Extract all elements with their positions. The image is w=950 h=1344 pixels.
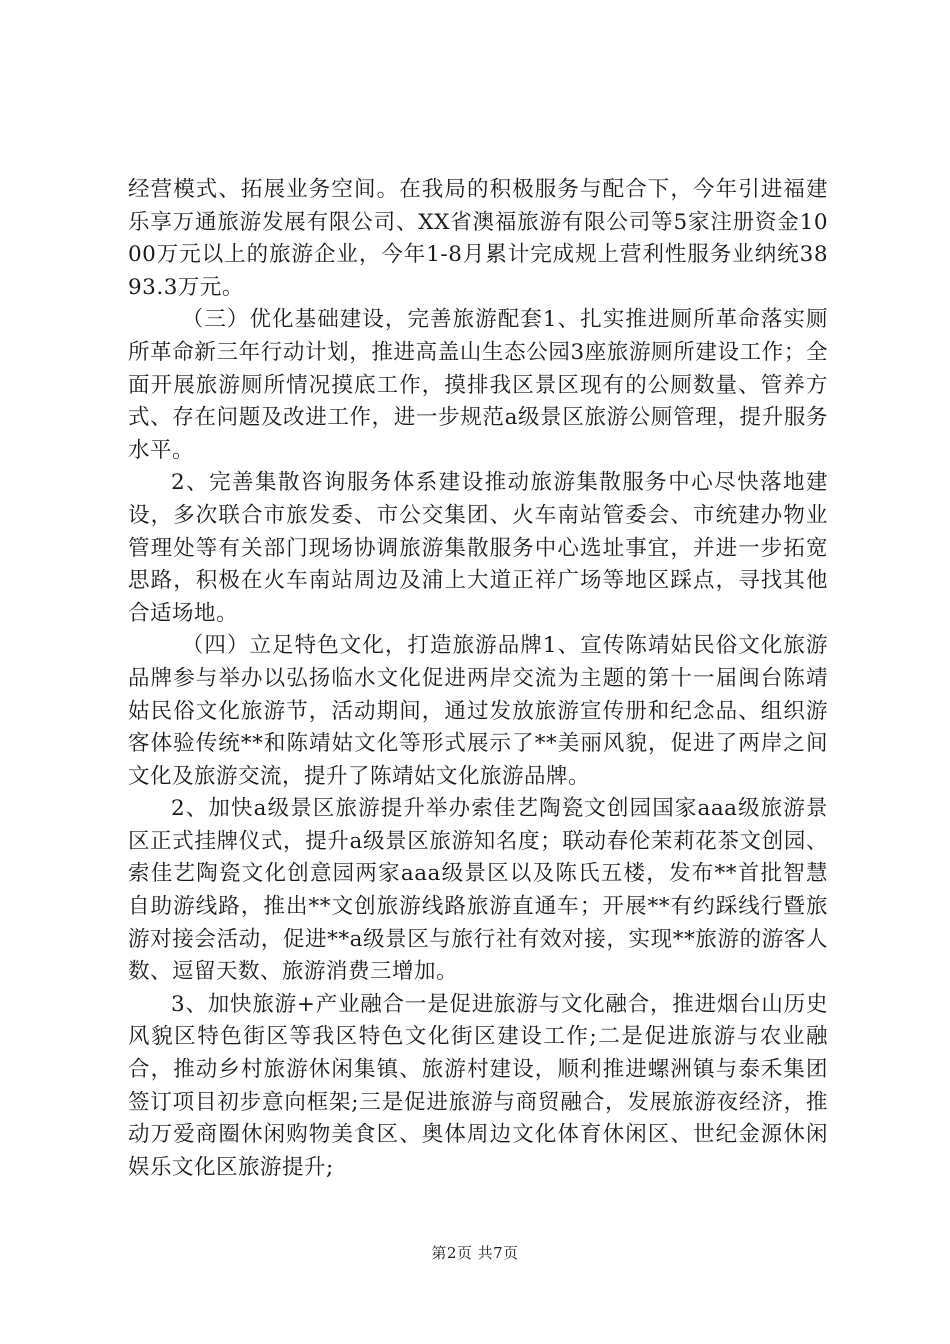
paragraph-business-model: 经营模式、拓展业务空间。在我局的积极服务与配合下，今年引进福建乐享万通旅游发展有限公司、XX省澳福旅游有限公司等5家注册资金1000万元以上的旅游企业，今年1-8月累计完成规上营利性服务业纳统3893.3万元。	[128, 177, 828, 300]
paragraph-industry-integration: 3、加快旅游+产业融合一是促进旅游与文化融合，推进烟台山历史风貌区特色街区等我区特色文化街区建设工作;二是促进旅游与农业融合，推动乡村旅游休闲集镇、旅游村建设，顺利推进螺洲镇与泰禾集团签订项目初步意向框架;三是促进旅游与商贸融合，发展旅游夜经济，推动万爱商圈休闲购物美食区、奥体周边文化体育休闲区、世纪金源休闲娱乐文化区旅游提升;	[128, 991, 828, 1180]
paragraph-a-level-scenic: 2、加快a级景区旅游提升举办索佳艺陶瓷文创园国家aaa级旅游景区正式挂牌仪式，提升a级景区旅游知名度；联动春伦茉莉花茶文创园、索佳艺陶瓷文化创意园两家aaa级景区以及陈氏五楼，发布**首批智慧自助游线路，推出**文创旅游线路旅游直通车；开展**有约踩线行暨旅游对接会活动，促进**a级景区与旅行社有效对接，实现**旅游的游客人数、逗留天数、旅游消费三增加。	[128, 796, 828, 985]
paragraph-culture-brand: （四）立足特色文化，打造旅游品牌1、宣传陈靖姑民俗文化旅游品牌参与举办以弘扬临水文化促进两岸交流为主题的第十一届闽台陈靖姑民俗文化旅游节，活动期间，通过发放旅游宣传册和纪念品、组织游客体验传统**和陈靖姑文化等形式展示了**美丽风貌，促进了两岸之间文化及旅游交流，提升了陈靖姑文化旅游品牌。	[128, 633, 828, 789]
paragraph-infrastructure: （三）优化基础建设，完善旅游配套1、扎实推进厕所革命落实厕所革命新三年行动计划，推进高盖山生态公园3座旅游厕所建设工作；全面开展旅游厕所情况摸底工作，摸排我区景区现有的公厕数量、管养方式、存在问题及改进工作，进一步规范a级景区旅游公厕管理，提升服务水平。	[128, 307, 828, 463]
paragraph-distribution-center: 2、完善集散咨询服务体系建设推动旅游集散服务中心尽快落地建设，多次联合市旅发委、市公交集团、火车南站管委会、市统建办物业管理处等有关部门现场协调旅游集散服务中心选址事宜，并进一步拓宽思路，积极在火车南站周边及浦上大道正祥广场等地区踩点，寻找其他合适场地。	[128, 470, 828, 626]
document-body	[128, 174, 828, 1184]
page-number-footer: 第2页 共7页	[431, 1244, 519, 1262]
